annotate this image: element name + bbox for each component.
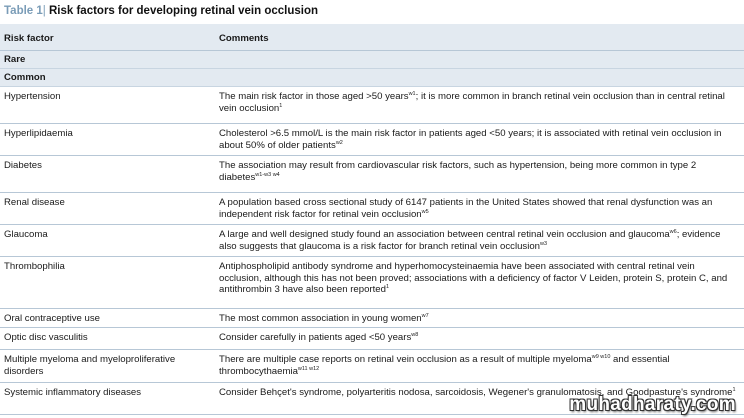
citation-superscript: w1-w3 w4 [255,171,280,178]
comment-text: ; evidence also suggests that glaucoma is a risk factor for branch retinal vein occlusion [219,229,721,252]
comment-text: The most common association in young women [219,313,422,324]
section-common-row [0,69,744,87]
citation-superscript: 1 [385,283,389,290]
table-row [0,225,744,257]
comment-text: A large and well designed study found an association between central retinal vein occlusion and glaucoma [219,229,670,240]
table-row [0,309,744,328]
risk-factor-cell: Hyperlipidaemia [4,128,73,139]
table-row [0,350,744,383]
title-separator: | [42,5,46,17]
comments-cell [219,91,737,114]
risk-factor-cell: Renal disease [4,197,65,208]
comments-cell [219,197,737,220]
table-title [4,4,318,19]
comment-text: and essential thrombocythaemia [219,354,670,377]
comments-cell [219,354,737,377]
table-row [0,87,744,124]
citation-superscript: w1 [408,90,416,97]
table-body [0,87,744,415]
citation-superscript: w7 [421,312,429,319]
risk-factor-cell: Multiple myeloma and myeloproliferative disorders [4,354,176,377]
comment-text: ; it is more common in branch retinal vein occlusion than in central retinal vein occlusion [219,91,725,114]
comment-text: A population based cross sectional study of 6147 patients in the United States showed that renal dysfunction was an independent risk factor for retinal vein occlusion [219,197,713,220]
table-row [0,193,744,225]
risk-factor-cell: Diabetes [4,160,42,171]
comments-cell [219,332,737,344]
comment-text: Consider Behçet's syndrome, polyarteritis nodosa, sarcoidosis, Wegener's granulomatosis, and Goodpasture's syndrome [219,387,733,398]
risk-factor-cell: Hypertension [4,91,61,102]
citation-superscript: w9 w10 [591,353,611,360]
comments-cell [219,313,737,325]
table-row [0,124,744,156]
citation-superscript: 1 [732,386,736,393]
risk-factor-cell: Glaucoma [4,229,48,240]
citation-superscript: 1 [279,102,283,109]
comments-cell [219,128,737,151]
risk-factor-cell: Oral contraceptive use [4,313,100,324]
section-common-label: Common [4,72,46,83]
table-row [0,156,744,193]
comment-text: Cholesterol >6.5 mmol/L is the main risk factor in patients aged <50 years; it is associated with retinal vein occlusion in about 50% of older patients [219,128,722,151]
citation-superscript: w8 [411,331,419,338]
risk-factor-cell: Optic disc vasculitis [4,332,88,343]
comments-cell [219,229,737,252]
table-header-row [0,24,744,51]
comment-text: The association may result from cardiovascular risk factors, such as hypertension, being more common in type 2 diabetes [219,160,697,183]
header-comments: Comments [219,33,269,44]
risk-factor-table [0,24,744,415]
citation-superscript: w2 [335,139,343,146]
risk-factor-cell: Systemic inflammatory diseases [4,387,142,398]
citation-superscript: w3 [540,240,548,247]
table-number: Table 1 [4,5,43,17]
site-watermark: muhadharaty.com [569,394,736,415]
risk-factor-cell: Thrombophilia [4,261,65,272]
comment-text: Consider carefully in patients aged <50 years [219,332,412,343]
citation-superscript: w5 [421,208,429,215]
comment-text: Antiphospholipid antibody syndrome and hyperhomocysteinaemia have been associated with central retinal vein occlusion, although this has not been proved; associations with a deficiency of factor V Leiden, protein S, protein C, and antithrombin 3 have also been reported [219,261,728,295]
section-rare-label: Rare [4,54,26,65]
table-row [0,257,744,309]
comment-text: The main risk factor in those aged >50 years [219,91,409,102]
comments-cell [219,160,737,183]
section-rare-row [0,51,744,69]
comment-text: There are multiple case reports on retinal vein occlusion as a result of multiple myeloma [219,354,592,365]
comments-cell [219,261,737,296]
table-row [0,328,744,350]
citation-superscript: w6 [669,228,677,235]
citation-superscript: w11 w12 [297,365,320,372]
header-risk-factor: Risk factor [4,33,54,44]
table-title-text: Risk factors for developing retinal vein occlusion [48,5,319,17]
